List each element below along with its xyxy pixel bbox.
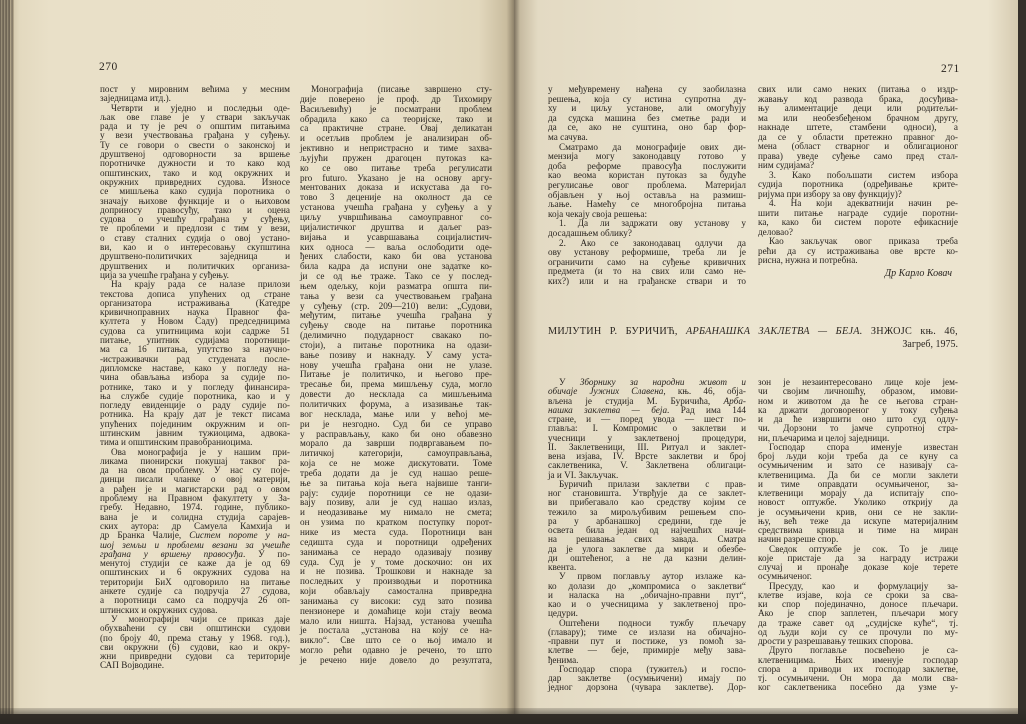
text-line: суда. Суд је у томе доскочио: он их: [300, 556, 492, 567]
text-line: нике из места суда. Поротници ван: [300, 526, 492, 537]
text-line: штинских и окружних судова.: [100, 604, 218, 615]
text-line: циљу учвршћивања самоуправног со-: [300, 211, 492, 222]
text-line: Ова монографија је у нашим при-: [111, 446, 290, 457]
text-line: и наласка на „обичајно-правни пут“,: [548, 589, 746, 600]
text-line: тима и општинским правобраниоцима.: [100, 437, 253, 448]
text-line: учесници у заклетвеној процедури,: [548, 432, 746, 443]
text-line: а рађен је и магистарски рад о овом: [100, 483, 290, 494]
right-page-bottom-column-2: [758, 378, 958, 693]
text-line: предмета (и то на свих или само не-: [548, 266, 746, 277]
text-line: које пристаје да за награду истражи: [758, 552, 958, 563]
text-line: окружних привредних судова. Износе: [100, 176, 290, 187]
text-line: У првом поглављу аутор излаже ка-: [559, 571, 746, 582]
text-line: спора а приводи их господар заклетве,: [758, 663, 958, 674]
text-line: установа учешћа грађана у суђењу а у: [300, 202, 492, 213]
text-line: љујући пружен драгоцен путоказ ка-: [300, 152, 492, 163]
text-line: цедури.: [548, 608, 578, 619]
text-line: Оштећени подноси тужбу пљечару: [559, 617, 746, 628]
text-line: ви, као и о интересовању скупштина: [100, 242, 290, 253]
text-line: пост у мировним већима у месним: [100, 84, 290, 94]
text-line: као веома користан путоказ за будуће: [548, 170, 746, 181]
text-line: који обављају самостална привредна: [300, 586, 492, 597]
text-line: клетвеници морају да испитају спо-: [758, 488, 958, 498]
text-line: 1. Да ли задржати ову установу у: [559, 218, 746, 229]
text-line: ђенима.: [548, 654, 579, 665]
text-line: 4. На који адекватнији начин ре-: [769, 198, 958, 208]
text-line: ротнике, тако и у погледу финансира-: [100, 381, 290, 392]
text-line: ка, како би систем пороте ефикасније: [758, 217, 958, 227]
text-line: друштвених и политичких организа-: [100, 260, 290, 271]
text-line: клетве изјаве, која се сроки за сва-: [758, 589, 958, 600]
text-line: ним судијама?: [758, 160, 815, 170]
text-line: о ставу сталних судија о овој устано-: [100, 232, 290, 243]
text-line: да траже савет од „судијске куће“, тј.: [758, 617, 958, 628]
text-line: ријума при избору за ову функцију)?: [758, 188, 902, 199]
text-line: Сматрамо да монографије ових ди-: [559, 141, 746, 152]
text-line: друштвено-политичких заједница и: [100, 251, 290, 262]
text-line: Пресуду, као и формулацију за-: [769, 580, 958, 591]
text-line: ма сачува.: [548, 131, 588, 142]
text-line: да на овом проблему. У нас су поје-: [100, 465, 290, 476]
text-line: вају позиву, али је суд нашао излаз,: [300, 497, 492, 508]
text-line: број људи који треба да се куну са: [758, 451, 958, 461]
italic-text: обичаје Јужних Славена: [548, 386, 664, 397]
text-line: тежило за мирољубивим решењем спо-: [548, 506, 746, 517]
text-line: ма са 16 питања, упутство за научно-: [100, 344, 290, 355]
text-line: ротника. На крају дат је текст писама: [100, 409, 290, 420]
text-line: случај и пронађе доказе које терете: [758, 562, 958, 572]
text-line: у расправљању, како би оно обавезно: [300, 428, 492, 439]
text-line: ја и VI. Закључак.: [548, 469, 619, 480]
text-line: политичких форума, а изазивање так-: [300, 399, 492, 409]
text-line: са практичне стране. Овај деликатан: [300, 123, 492, 134]
text-line: Сведок оптужбе је сок. То је лице: [769, 543, 958, 554]
text-line: а поротници само са подручја 26 оп-: [100, 595, 290, 606]
text-line: да судска машина без сметње ради и: [548, 112, 746, 123]
text-line: могло рећи одавно је речено, то што: [300, 645, 492, 656]
text-line: пензионере и домаћице који стају веома: [300, 605, 492, 616]
italic-text: шој земљи и проблеми везани за учешће: [100, 539, 290, 550]
text-line: довести до несклада са мишљењима: [300, 389, 492, 400]
text-line: дрости у разрешавању тешких спорова.: [758, 636, 914, 646]
text-line: клетвеницима. Њих именује господар: [758, 654, 958, 665]
text-line: -правни пут и постиже, уз помоћ за-: [548, 636, 746, 646]
text-line: општинских и 6 окружних судова на: [100, 567, 290, 578]
text-line: дипломске наставе, како у погледу на-: [100, 362, 290, 373]
text-line: тресање би, према мишљењу суда, могло: [300, 379, 492, 390]
text-line: динци писали чланке о овој материји,: [100, 474, 290, 485]
text-line: у суђењу (стр. 209—210) вели: „Судови,: [300, 300, 492, 311]
text-line: упућених појединим окружним и оп-: [100, 418, 290, 429]
text-line: 2. Ако се законодавац одлучи да: [559, 237, 746, 248]
text-line: на решавања свих завада. Сматра: [548, 534, 746, 545]
text-line: ских аутора: др Самуела Камхија и: [100, 520, 290, 531]
text-segment: вљена је студија М. Буричића,: [548, 395, 724, 406]
italic-text: Систем пороте у на-: [189, 530, 290, 541]
text-line: Монографија (писање завршено сту-: [311, 84, 492, 94]
text-line: у вези учествовања грађана у суђењу.: [100, 130, 290, 141]
text-line: и не позива. Трошкови и накнаде за: [300, 566, 492, 577]
text-line: стране, и — поред увода — шест по-: [548, 414, 746, 424]
text-line: погледу евиденције о раду судије по-: [100, 400, 290, 411]
text-line: од људи који су се прочули по му-: [758, 626, 958, 637]
text-line: жни привредни судови са територије: [100, 651, 290, 662]
text-line: литичкој категорији, самоуправљања,: [300, 448, 492, 459]
text-line: судова о учешћу грађана у суђењу,: [100, 214, 290, 225]
text-line: култета у Новом Саду) председницима: [100, 316, 290, 327]
text-line: (делимично подударност свакако по-: [300, 330, 492, 341]
text-line: ликама пионирски покушај таквог ра-: [100, 455, 290, 466]
text-line: новост оптужбе. Уколико открију да: [758, 497, 958, 508]
right-page-bottom-column-1: [548, 378, 746, 693]
text-line: поротничке дужности и то како код: [100, 158, 290, 169]
italic-text: Зборнику за народни живот и: [579, 377, 746, 387]
text-line: морало да заврши подвргавањем по-: [300, 438, 492, 449]
text-line: рада и ту је реч о општим питањима: [100, 121, 290, 132]
text-segment: . У по-: [243, 548, 291, 559]
text-line: као и о учесницима у заклетвеној про-: [548, 599, 746, 609]
text-segment: . Рад има 144: [667, 404, 746, 415]
text-line: решења, која су истина супротна ду-: [548, 93, 746, 104]
review-author-signature: Др Карло Ковач: [884, 268, 952, 279]
text-line: pro futuro. Указано је на основу аргу-: [300, 172, 492, 183]
text-line: рисна, нужна и потребна.: [758, 255, 858, 265]
text-line: ма или необезбеђеном брачном другу,: [758, 112, 958, 123]
text-line: тј. осумњичени. Он мора да моли сва-: [758, 673, 958, 683]
left-page-column-2: [300, 85, 492, 666]
text-line: накнаде штете, стамбени односи), а: [758, 122, 958, 132]
text-line: Буричић прилази заклетви с прав-: [559, 478, 746, 489]
text-line: те проблеми и предлози с тим у вези,: [100, 223, 290, 234]
text-line: освета била један од најчешћих начи-: [548, 525, 746, 535]
text-line: Четврти и уједно и последњи оде-: [111, 102, 290, 113]
text-line: он узима по кратком поступку порот-: [300, 517, 492, 528]
text-line: вена изјава, IV. Врсте заклетви и број: [548, 451, 746, 461]
text-line: дар заклетве (осумњичени) имају по: [548, 673, 746, 683]
text-segment: , књ. 46, обја-: [663, 386, 746, 397]
text-line: њу алиментације деци или родитељи-: [758, 103, 958, 113]
text-line: љање. Намећу се многобројна питања: [548, 199, 746, 210]
text-line: ном и животом да ће се његова стран-: [758, 395, 958, 406]
text-line: Васиљевићу) је посматрани проблем: [300, 103, 492, 114]
text-segment: др Бранка Чалије,: [100, 530, 190, 541]
text-line: начин разреше спор.: [758, 534, 839, 545]
text-line: (по броју 40, према стању у 1968. год.),: [100, 632, 290, 643]
text-line: текстова дописа упућених од стране: [100, 288, 290, 299]
text-line: љак ове главе је у ствари закључак: [100, 111, 290, 122]
text-line: ограничити само на суђење кривичних: [548, 256, 746, 267]
text-line: доба реформе правосуђа послужити: [548, 160, 746, 171]
text-line: вијања и усавршавања социјалистич-: [300, 231, 492, 242]
text-line: ција за учешће грађана у суђењу.: [100, 269, 229, 280]
text-line: 3. Како побољшати систем избора: [769, 169, 958, 180]
text-line: анкете судије са подручја 27 судова,: [100, 586, 290, 597]
text-line: ра у арбанашкој средини, где је: [548, 515, 746, 526]
text-line: ка држати договореног у току суђења: [758, 404, 958, 415]
right-page-top-column-1: [548, 85, 746, 286]
italic-text: Арба-: [723, 395, 746, 406]
text-line: Господар спора (тужитељ) и госпо-: [559, 663, 746, 674]
text-line: која чекају своја решења:: [548, 208, 648, 219]
text-segment: МИЛУТИН Р. БУРИЧИЋ,: [548, 326, 687, 337]
text-line: II. Заклетвеници, III. Ритуал и заклет-: [548, 441, 746, 452]
text-line: дије поверено је проф. др Тихомиру: [300, 93, 492, 104]
text-line: последњих у производњи и поротника: [300, 576, 492, 587]
text-line: рећи да су истраживања ове врсте ко-: [758, 245, 958, 256]
text-line: средствима кривца и тиме на миран: [758, 525, 958, 535]
text-line: и да ће извршити оно што суд одлу-: [758, 414, 958, 424]
italic-text: АРБАНАШКА ЗАКЛЕТВА — БЕЈА.: [686, 326, 863, 337]
text-line: судова са упитницима који садрже 51: [100, 325, 290, 336]
text-line: међутим, питање учешћа грађана у: [300, 310, 492, 321]
text-line: занимања су високи: суд зато позива: [300, 595, 492, 606]
text-line: мало или ништа. Најзад, установа учешћа: [300, 615, 492, 626]
text-line: вог несклада, мање или у већој ме-: [300, 408, 492, 419]
text-line: тања у вези са учествовањем грађана: [300, 290, 492, 301]
bottom-shadow: [0, 708, 1026, 724]
text-line: чи својим личношћу, образом, имови-: [758, 386, 958, 397]
text-line: На крају рада се налазе прилози: [111, 279, 290, 290]
text-line: цијалистичког друштва и даљег раз-: [300, 221, 492, 232]
text-line: викло“. Све што се о њој имало и: [300, 635, 492, 646]
text-line: занимања се нерадо одазивају позиву: [300, 546, 492, 557]
text-line: да се у области претежно правног до-: [758, 131, 958, 142]
text-line: проблему на Правном факултету у За-: [100, 493, 290, 504]
text-line: ментованих доказа и искустава да го-: [300, 182, 492, 193]
text-line: њем одељку, који разматра општа пи-: [300, 280, 492, 291]
text-line: регулисање овог проблема. Материјал: [548, 179, 746, 190]
text-line: кривичноправних наука Правног фа-: [100, 307, 290, 318]
text-line: ни, пљечарима и целој заједници.: [758, 432, 890, 443]
review-heading: [548, 326, 958, 338]
left-page-number: 270: [99, 61, 118, 73]
text-line: САП Војводине.: [100, 660, 164, 671]
text-line: и тиме оправдати осумњиченог, за-: [758, 478, 958, 489]
text-line: која се не може дискутовати. Томе: [300, 458, 492, 469]
text-line: се мишљења како судија поротника о: [100, 186, 290, 197]
text-line: ову установу реформише, треба ли је: [548, 247, 746, 258]
text-line: њу, већ теже да искупе материјалним: [758, 515, 958, 526]
text-line: клетве — беје, примирје међу зава-: [548, 645, 746, 656]
left-page-column-1: [100, 85, 290, 671]
text-line: у међувремену нађена су заобилазна: [548, 84, 746, 94]
review-heading-place-year: Загреб, 1975.: [902, 339, 958, 350]
italic-text: нашка заклетва — беја: [548, 404, 668, 415]
text-line: жавању код развода брака, досуђива-: [758, 93, 958, 104]
text-line: мензија могу законодавцу готово у: [548, 151, 746, 162]
text-line: обухваћени су сви општински судови: [100, 623, 290, 634]
text-line: саклетвеника, V. Заклетвена облигаци-: [548, 460, 746, 471]
text-line: шити питање награде судије поротни-: [758, 207, 958, 218]
text-line: обрадила како са теоријске, тако и: [300, 113, 492, 124]
text-segment: ЗНЖОЈС књ. 46,: [862, 326, 959, 337]
text-line: У монографији чији се приказ даје: [111, 613, 290, 624]
text-line: организатора истраживања (Катедре: [100, 297, 290, 308]
text-line: заједницама итд.).: [100, 93, 171, 104]
text-line: треба додати да је суд нашао реше-: [300, 467, 492, 478]
text-line: ње за питања која њега највише танги-: [300, 477, 492, 488]
text-line: ји се од ње траже. Тако се у послед-: [300, 271, 492, 282]
text-line: -истраживачки рад студената после-: [100, 353, 290, 364]
text-line: Ту се говори о свести о законској и: [100, 139, 290, 150]
text-line: седишта суда и поротници одређених: [300, 536, 492, 547]
text-line: општинских, тако и код окружних и: [100, 167, 290, 178]
text-line: зон је незаинтересовано лице које јем-: [758, 377, 958, 387]
text-line: да се, ако не суштина, оно бар фор-: [548, 122, 746, 133]
text-line: Ако је спор заплетен, пљечари могу: [758, 608, 958, 619]
right-page-top-column-2: [758, 85, 958, 266]
text-line: ди оштећеног, а не да казни делин-: [548, 552, 746, 563]
right-page-number: 271: [941, 63, 960, 75]
text-line: јективно и непристрасно и тиме захва-: [300, 143, 492, 154]
text-line: ња службе судије поротника, као и у: [100, 390, 290, 401]
text-line: рају: судије поротници се не одази-: [300, 487, 492, 498]
text-line: била кадра да испуни оне задатке ко-: [300, 261, 492, 272]
text-line: ног становишта. Утврђује да се заклет-: [548, 488, 746, 498]
text-line: деловао?: [758, 226, 793, 237]
text-line: ђених слабости, како би ова установа: [300, 251, 492, 262]
text-line: клетвеницима. Да би се могли заклети: [758, 469, 958, 480]
text-line: квента.: [548, 562, 577, 572]
text-line: Господар спора именује известан: [769, 441, 958, 452]
text-line: главља: I. Компромис о заклетви и: [548, 423, 746, 434]
text-line: Као закључак овог приказа треба: [769, 236, 958, 246]
text-line: ког саклетвеника посебно да узме у-: [758, 682, 958, 693]
text-line: права) уведе суђење само пред стал-: [758, 150, 958, 161]
text-line: објављен у њој оставља на размиш-: [548, 189, 746, 200]
text-line: да је улога заклетве да мири и обезбе-: [548, 543, 746, 554]
text-line: менутој студији се каже да је од 69: [100, 558, 290, 569]
text-line: вана је и солидна студија сарајев-: [100, 511, 290, 522]
text-line: је осумњичени крив, они се не закли-: [758, 506, 958, 517]
text-line: осумњиченог.: [758, 571, 812, 582]
text-line: ри је незгодно. Суд би се управо: [300, 418, 492, 429]
text-line: штинским јавним тужиоцима, адвока-: [100, 427, 290, 438]
book-page-edges: [0, 0, 14, 714]
text-line: суђењу своде на питање поротника: [300, 320, 492, 331]
text-line: значају њихове функције и о њиховом: [100, 195, 290, 206]
text-line: чи. Дорзони то јамче супротној стра-: [758, 423, 958, 434]
text-line: нову учешћа грађана они не улазе.: [300, 359, 492, 370]
text-line: ви прибегавало као средству којим се: [548, 497, 746, 508]
text-line: мена (област стварног и облигационог: [758, 141, 958, 151]
text-line: ху и циљу установе, али омогућују: [548, 103, 746, 114]
text-line: тово 3 деценије на околност да се: [300, 192, 492, 203]
text-line: стоји), а питање поротника на одази-: [300, 339, 492, 350]
text-line: досадашњем облику?: [548, 227, 632, 238]
text-line: вање позиву и накнаду. У саму уста-: [300, 349, 492, 360]
text-line: судија поротника (одређивање крите-: [758, 179, 958, 189]
text-line: ко се ово питање треба регулисати: [300, 162, 492, 173]
text-line: чина обављања избора за судије по-: [100, 372, 290, 383]
text-line: Питање је политичко, и његово пре-: [300, 369, 492, 380]
text-line: је постала „установа на коју се на-: [300, 625, 492, 636]
text-line: (главару); тиме се излази на обичајно-: [548, 626, 746, 637]
text-line: свих или само неких (питања о издр-: [758, 84, 958, 94]
text-line: доприносу правосуђу, тако и оцена: [100, 204, 290, 215]
text-segment: У: [559, 377, 580, 387]
text-line: је речено није довело до резултата,: [300, 654, 492, 665]
text-line: сви окружни (6) судови, као и окру-: [100, 641, 290, 652]
text-line: ких односа — ваља ослободити оде-: [300, 241, 492, 252]
text-line: једног дорзона (чувара заклетве). Дор-: [548, 682, 746, 693]
italic-text: грађана у вршењу правосуђа: [100, 548, 243, 559]
text-line: ких?) или и на грађанске ствари и то: [548, 275, 746, 286]
text-line: ки спор појединачно, доносе пљечари.: [758, 599, 958, 609]
text-line: територији БиХ одговорило на питање: [100, 576, 290, 587]
text-line: питање, упитник судијама поротници-: [100, 335, 290, 346]
text-line: ко долази до „компромиса о заклетви“: [548, 580, 746, 591]
text-line: и осетљив проблем је анализиран об-: [300, 133, 492, 144]
text-line: осумњиченим и зато се називају са-: [758, 460, 958, 471]
text-line: Друго поглавље посвећено је са-: [769, 645, 958, 656]
text-line: и неодазивање му нимало не смета;: [300, 507, 492, 518]
text-line: друштвеној одговорности за вршење: [100, 149, 290, 160]
text-line: гребу. Недавно, 1974. године, публико-: [100, 502, 290, 513]
